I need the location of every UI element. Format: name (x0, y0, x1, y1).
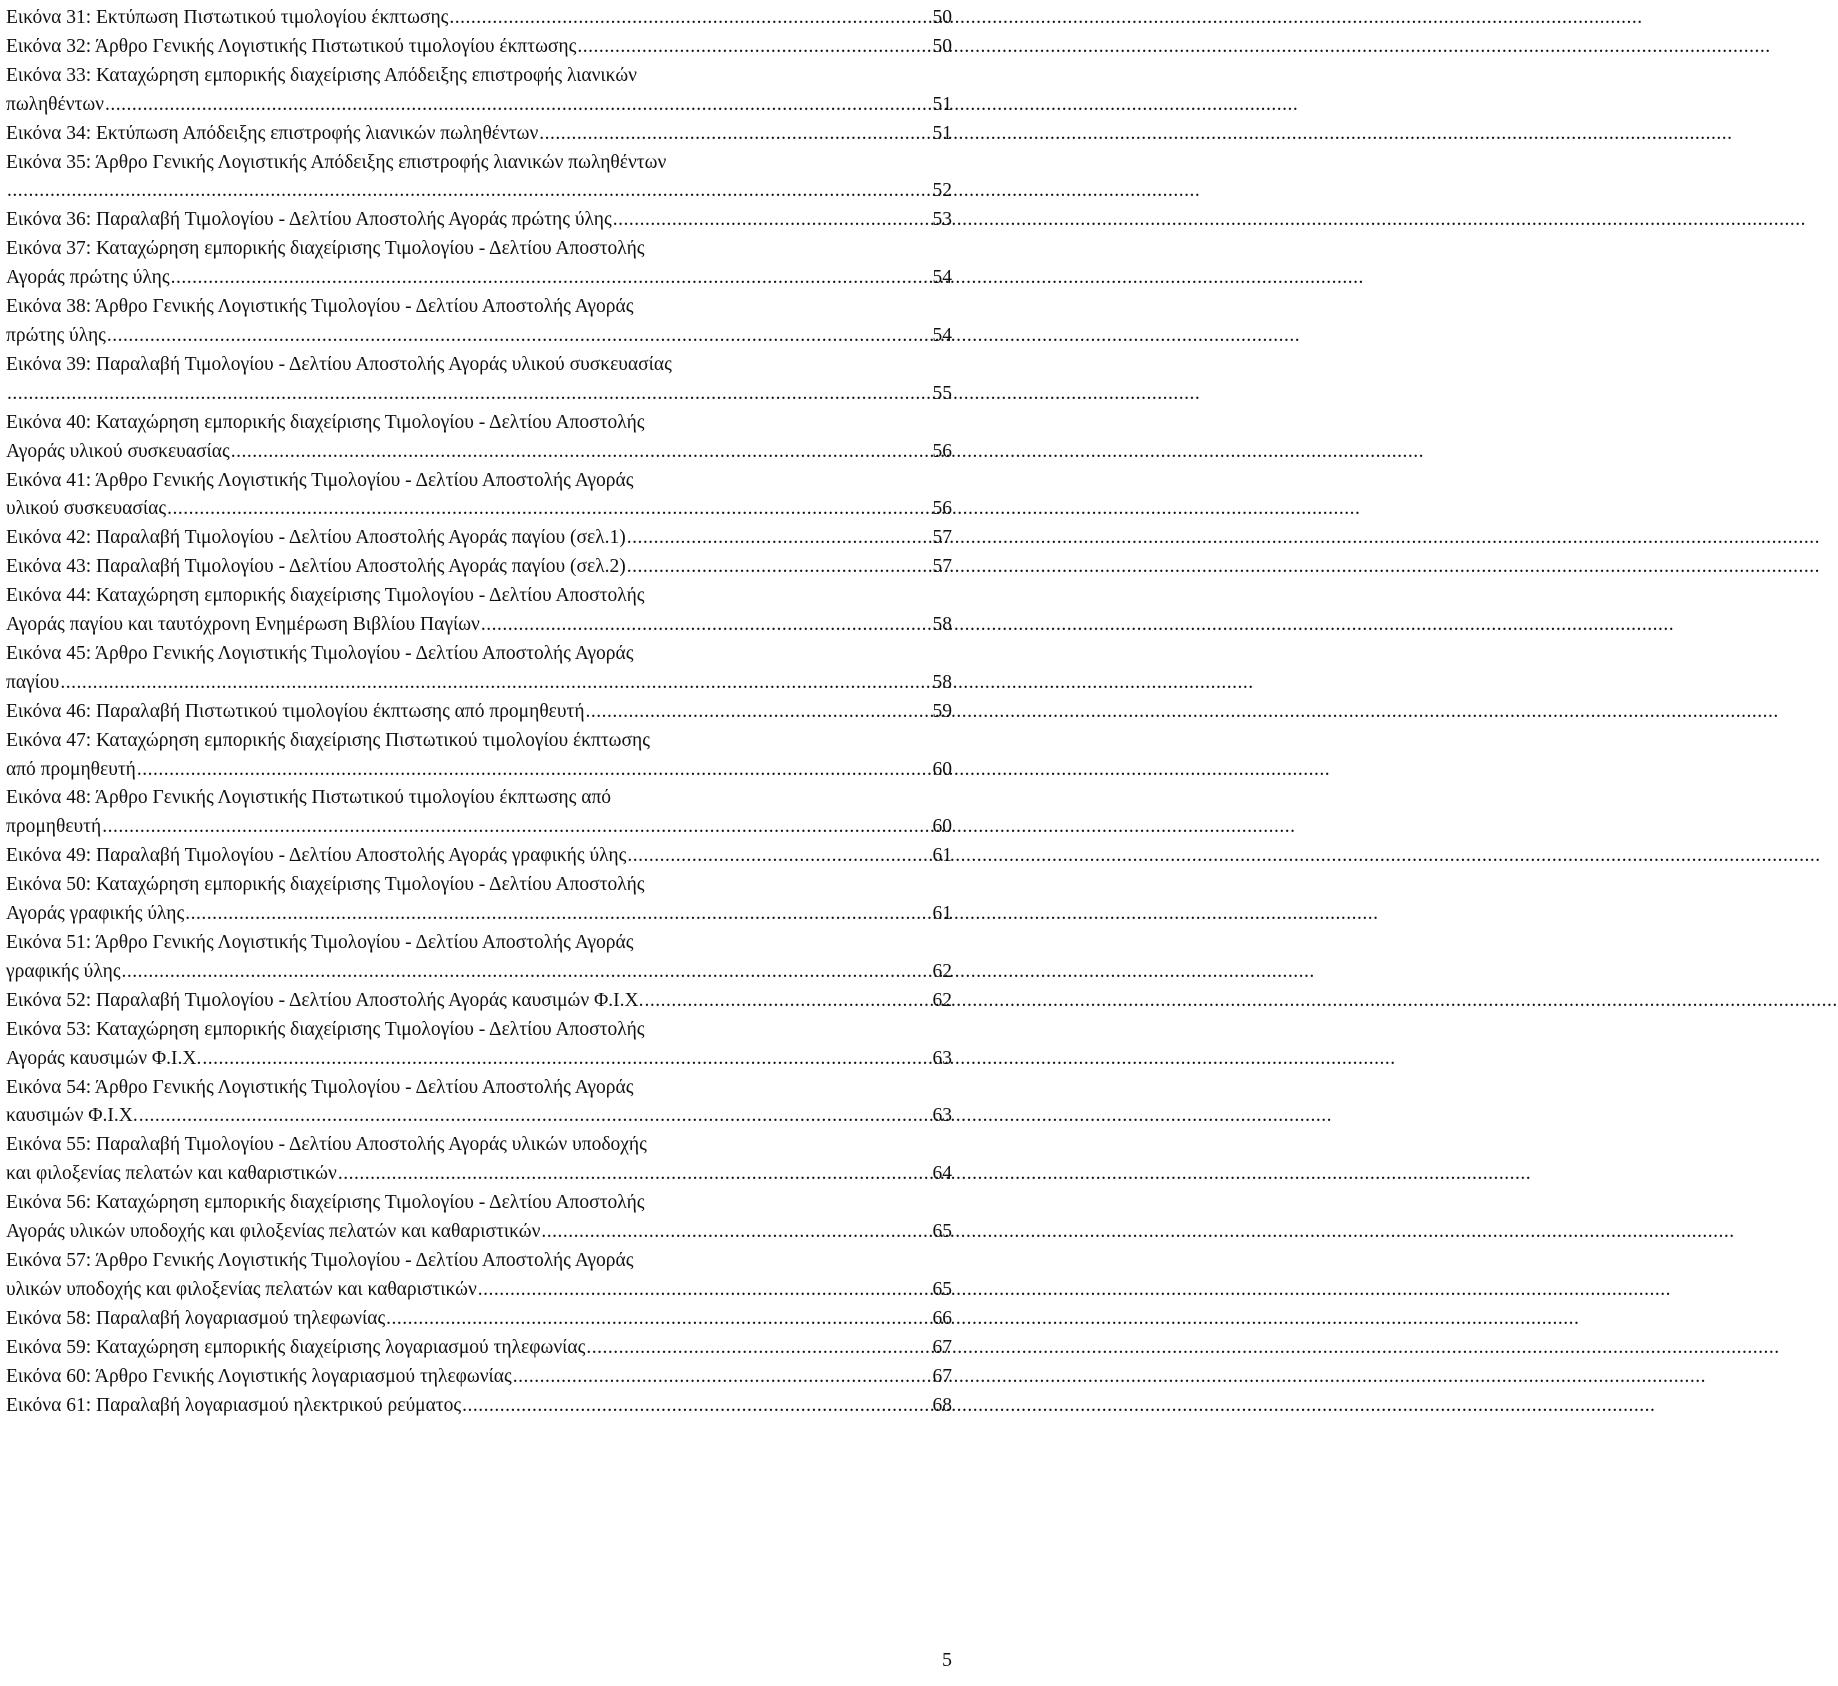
toc-entry-text: Αγοράς παγίου και ταυτόχρονη Ενημέρωση Βιβλίου Παγίων (6, 614, 480, 636)
toc-entry[interactable] (6, 4, 952, 33)
toc-entry-text: υλικών υποδοχής και φιλοξενίας πελατών και καθαριστικών (6, 1278, 477, 1300)
toc-entry-text: Αγοράς καυσιμών Φ.Ι.Χ. (6, 1047, 202, 1069)
toc-entry-page: 61 (932, 845, 952, 867)
toc-entry-text: Εικόνα 32: Άρθρο Γενικής Λογιστικής Πιστωτικού τιμολογίου έκπτωσης (6, 35, 577, 57)
toc-entry-text: Εικόνα 51: Άρθρο Γενικής Λογιστικής Τιμολογίου - Δελτίου Αποστολής Αγοράς (6, 932, 634, 953)
dot-leader (586, 1334, 928, 1363)
toc-entry-line (6, 1305, 952, 1334)
toc-entry-text: Εικόνα 36: Παραλαβή Τιμολογίου - Δελτίου Αποστολής Αγοράς πρώτης ύλης (6, 209, 612, 231)
toc-entry-page: 58 (932, 671, 952, 693)
dot-leader (613, 206, 928, 235)
toc-entry-text: Εικόνα 58: Παραλαβή λογαριασμού τηλεφωνίας (6, 1307, 386, 1329)
toc-entry[interactable] (6, 409, 952, 467)
toc-entry-text: Αγοράς πρώτης ύλης (6, 267, 170, 289)
dot-leader (577, 33, 928, 62)
toc-entry-line (6, 958, 952, 987)
toc-entry[interactable] (6, 929, 952, 987)
dot-leader (139, 1102, 928, 1131)
toc-entry[interactable] (6, 582, 952, 640)
toc-entry-text: Εικόνα 44: Καταχώρηση εμπορικής διαχείρισης Τιμολογίου - Δελτίου Αποστολής (6, 585, 645, 607)
toc-entry-page: 63 (932, 1047, 952, 1069)
dot-leader (60, 669, 928, 698)
toc-entry-line (6, 264, 952, 293)
toc-entry-line (6, 900, 952, 929)
toc-entry[interactable] (6, 62, 952, 120)
toc-entry[interactable] (6, 1247, 952, 1305)
toc-entry-text: από προμηθευτή (6, 758, 136, 780)
toc-entry-text: Εικόνα 33: Καταχώρηση εμπορικής διαχείρισης Απόδειξης επιστροφής λιανικών (6, 64, 637, 86)
toc-entry-text: Εικόνα 52: Παραλαβή Τιμολογίου - Δελτίου Αποστολής Αγοράς καυσιμών Φ.Ι.Χ. (6, 989, 644, 1011)
dot-leader (202, 1045, 928, 1074)
toc-entry-text: Εικόνα 50: Καταχώρηση εμπορικής διαχείρισης Τιμολογίου - Δελτίου Αποστολής (6, 874, 645, 896)
toc-entry-line (6, 206, 952, 235)
toc-entry[interactable] (6, 524, 952, 553)
toc-entry-page: 67 (932, 1365, 952, 1387)
toc-entry-page: 53 (932, 209, 952, 231)
toc-entry-line (6, 1334, 952, 1363)
toc-entry-text: πωληθέντων (6, 93, 104, 115)
toc-entry-text: γραφικής ύλης (6, 960, 121, 982)
toc-entry[interactable] (6, 1334, 952, 1363)
dot-leader (462, 1392, 928, 1421)
toc-entry-text: Αγοράς γραφικής ύλης (6, 903, 185, 925)
toc-entry-line (6, 1102, 952, 1131)
toc-entry[interactable] (6, 1131, 952, 1189)
toc-entry-line (6, 698, 952, 727)
toc-entry-page: 61 (932, 903, 952, 925)
toc-entry-line (6, 1363, 952, 1392)
toc-entry-line (6, 524, 952, 553)
toc-entry[interactable] (6, 1392, 952, 1421)
dot-leader (185, 900, 928, 929)
toc-entry-line (6, 813, 952, 842)
toc-entry[interactable] (6, 1363, 952, 1392)
toc-entry[interactable] (6, 149, 952, 207)
toc-entry-text: Εικόνα 46: Παραλαβή Πιστωτικού τιμολογίου έκπτωσης από προμηθευτή (6, 700, 585, 722)
toc-entry-text: παγίου (6, 671, 60, 693)
toc-entry[interactable] (6, 1189, 952, 1247)
toc-entry-page: 65 (932, 1278, 952, 1300)
toc-entry-text: Εικόνα 38: Άρθρο Γενικής Λογιστικής Τιμολογίου - Δελτίου Αποστολής Αγοράς (6, 296, 634, 318)
toc-entry[interactable] (6, 784, 952, 842)
dot-leader (541, 1218, 928, 1247)
toc-entry-text: Εικόνα 56: Καταχώρηση εμπορικής διαχείρισης Τιμολογίου - Δελτίου Αποστολής (6, 1192, 645, 1214)
toc-entry-text: Εικόνα 35: Άρθρο Γενικής Λογιστικής Απόδειξης επιστροφής λιανικών πωληθέντων (6, 151, 667, 173)
toc-entry[interactable] (6, 467, 952, 525)
toc-entry-text: Εικόνα 60: Άρθρο Γενικής Λογιστικής λογαριασμού τηλεφωνίας (6, 1365, 512, 1387)
toc-entry[interactable] (6, 1074, 952, 1132)
toc-entry-page: 63 (932, 1105, 952, 1127)
toc-entry-text: υλικού συσκευασίας (6, 498, 167, 520)
dot-leader (481, 611, 928, 640)
toc-entry-text: Εικόνα 34: Εκτύπωση Απόδειξης επιστροφής λιανικών πωληθέντων (6, 122, 539, 144)
toc-entry-text: Εικόνα 37: Καταχώρηση εμπορικής διαχείρισης Τιμολογίου - Δελτίου Αποστολής (6, 238, 645, 260)
toc-entry-page: 54 (932, 267, 952, 289)
toc-entry-page: 51 (932, 122, 952, 144)
list-of-figures (6, 4, 952, 1420)
toc-entry-page: 50 (932, 7, 952, 28)
toc-entry-page: 56 (932, 440, 952, 462)
toc-entry[interactable] (6, 351, 952, 409)
toc-entry-text: Αγοράς υλικών υποδοχής και φιλοξενίας πελατών και καθαριστικών (6, 1221, 541, 1243)
toc-entry-text: προμηθευτή (6, 816, 102, 838)
toc-entry[interactable] (6, 235, 952, 293)
toc-entry-text: Εικόνα 57: Άρθρο Γενικής Λογιστικής Τιμολογίου - Δελτίου Αποστολής Αγοράς (6, 1249, 634, 1271)
toc-entry-text: Εικόνα 47: Καταχώρηση εμπορικής διαχείρισης Πιστωτικού τιμολογίου έκπτωσης (6, 729, 650, 751)
toc-entry-line (6, 91, 952, 120)
toc-entry-line (6, 1392, 952, 1421)
toc-entry-text: Εικόνα 31: Εκτύπωση Πιστωτικού τιμολογίου έκπτωσης (6, 7, 449, 28)
toc-entry-line (6, 987, 952, 1016)
toc-entry-line (6, 1276, 952, 1305)
toc-entry-line (6, 322, 952, 351)
dot-leader (7, 177, 928, 206)
toc-entry-text: Εικόνα 59: Καταχώρηση εμπορικής διαχείρισης λογαριασμού τηλεφωνίας (6, 1336, 586, 1358)
toc-entry-page: 59 (932, 700, 952, 722)
toc-entry-text: Εικόνα 41: Άρθρο Γενικής Λογιστικής Τιμολογίου - Δελτίου Αποστολής Αγοράς (6, 469, 634, 491)
toc-entry-page: 52 (932, 180, 952, 202)
toc-entry-line (6, 33, 952, 62)
toc-entry[interactable] (6, 1016, 952, 1074)
toc-entry-text: Εικόνα 42: Παραλαβή Τιμολογίου - Δελτίου Αποστολής Αγοράς παγίου (σελ.1) (6, 527, 626, 549)
dot-leader (137, 756, 928, 785)
dot-leader (122, 958, 928, 987)
dot-leader (171, 264, 928, 293)
toc-entry[interactable] (6, 1305, 952, 1334)
toc-entry-page: 62 (932, 989, 952, 1011)
dot-leader (105, 91, 928, 120)
dot-leader (449, 4, 928, 33)
toc-entry-page: 57 (932, 556, 952, 578)
toc-entry-page: 60 (932, 758, 952, 780)
toc-entry-line (6, 495, 952, 524)
toc-entry-text: Αγοράς υλικού συσκευασίας (6, 440, 230, 462)
toc-entry[interactable] (6, 987, 952, 1016)
dot-leader (539, 120, 928, 149)
dot-leader (586, 698, 928, 727)
toc-entry-page: 51 (932, 93, 952, 115)
toc-entry-text: Εικόνα 40: Καταχώρηση εμπορικής διαχείρισης Τιμολογίου - Δελτίου Αποστολής (6, 411, 645, 433)
toc-entry[interactable] (6, 727, 952, 785)
dot-leader (386, 1305, 928, 1334)
toc-entry-text: Εικόνα 61: Παραλαβή λογαριασμού ηλεκτρικού ρεύματος (6, 1394, 462, 1416)
toc-entry-page: 56 (932, 498, 952, 520)
toc-entry[interactable] (6, 553, 952, 582)
toc-entry-page: 57 (932, 527, 952, 549)
toc-entry-page: 58 (932, 614, 952, 636)
toc-entry-page: 68 (932, 1394, 952, 1416)
toc-entry-line (6, 1218, 952, 1247)
toc-entry-line (6, 120, 952, 149)
toc-entry-text: Εικόνα 45: Άρθρο Γενικής Λογιστικής Τιμολογίου - Δελτίου Αποστολής Αγοράς (6, 642, 634, 664)
toc-entry-text: Εικόνα 43: Παραλαβή Τιμολογίου - Δελτίου Αποστολής Αγοράς παγίου (σελ.2) (6, 556, 626, 578)
toc-entry-page: 55 (932, 382, 952, 404)
toc-entry-page: 66 (932, 1307, 952, 1329)
toc-entry-line (6, 611, 952, 640)
toc-entry[interactable] (6, 293, 952, 351)
dot-leader (102, 813, 928, 842)
toc-entry-page: 67 (932, 1336, 952, 1358)
page-number: 5 (942, 1649, 952, 1671)
dot-leader (167, 495, 928, 524)
toc-entry-line (6, 1160, 952, 1189)
dot-leader (513, 1363, 928, 1392)
toc-entry-text: Εικόνα 39: Παραλαβή Τιμολογίου - Δελτίου Αποστολής Αγοράς υλικού συσκευασίας (6, 353, 672, 375)
toc-entry[interactable] (6, 33, 952, 62)
dot-leader (627, 524, 928, 553)
toc-entry-text: Εικόνα 48: Άρθρο Γενικής Λογιστικής Πιστωτικού τιμολογίου έκπτωσης από (6, 787, 612, 809)
toc-entry-line (6, 553, 952, 582)
toc-entry[interactable] (6, 698, 952, 727)
toc-entry-text: Εικόνα 49: Παραλαβή Τιμολογίου - Δελτίου Αποστολής Αγοράς γραφικής ύλης (6, 845, 627, 867)
toc-entry-page: 65 (932, 1221, 952, 1243)
dot-leader (645, 987, 928, 1016)
toc-entry-text: καυσιμών Φ.Ι.Χ. (6, 1105, 138, 1127)
toc-entry-line (6, 380, 952, 409)
toc-entry-line (6, 756, 952, 785)
toc-entry[interactable] (6, 120, 952, 149)
dot-leader (627, 553, 928, 582)
toc-entry-line (6, 438, 952, 467)
dot-leader (338, 1160, 928, 1189)
toc-entry-page: 54 (932, 324, 952, 346)
toc-entry-text: πρώτης ύλης (6, 324, 106, 346)
dot-leader (478, 1276, 928, 1305)
dot-leader (231, 438, 928, 467)
toc-entry-line (6, 4, 952, 33)
toc-entry-page: 60 (932, 816, 952, 838)
dot-leader (627, 842, 928, 871)
toc-entry-page: 62 (932, 960, 952, 982)
toc-entry-page: 64 (932, 1163, 952, 1185)
toc-entry-line (6, 669, 952, 698)
toc-entry[interactable] (6, 206, 952, 235)
toc-entry[interactable] (6, 871, 952, 929)
toc-entry-line (6, 1045, 952, 1074)
toc-entry[interactable] (6, 640, 952, 698)
toc-entry[interactable] (6, 842, 952, 871)
dot-leader (7, 380, 928, 409)
toc-entry-line (6, 842, 952, 871)
toc-entry-text: Εικόνα 53: Καταχώρηση εμπορικής διαχείρισης Τιμολογίου - Δελτίου Αποστολής (6, 1018, 645, 1040)
toc-entry-text: Εικόνα 54: Άρθρο Γενικής Λογιστικής Τιμολογίου - Δελτίου Αποστολής Αγοράς (6, 1076, 634, 1098)
toc-entry-text: και φιλοξενίας πελατών και καθαριστικών (6, 1163, 337, 1185)
toc-entry-text: Εικόνα 55: Παραλαβή Τιμολογίου - Δελτίου Αποστολής Αγοράς υλικών υποδοχής (6, 1134, 647, 1156)
toc-entry-page: 50 (932, 35, 952, 57)
dot-leader (107, 322, 928, 351)
toc-entry-line (6, 177, 952, 206)
